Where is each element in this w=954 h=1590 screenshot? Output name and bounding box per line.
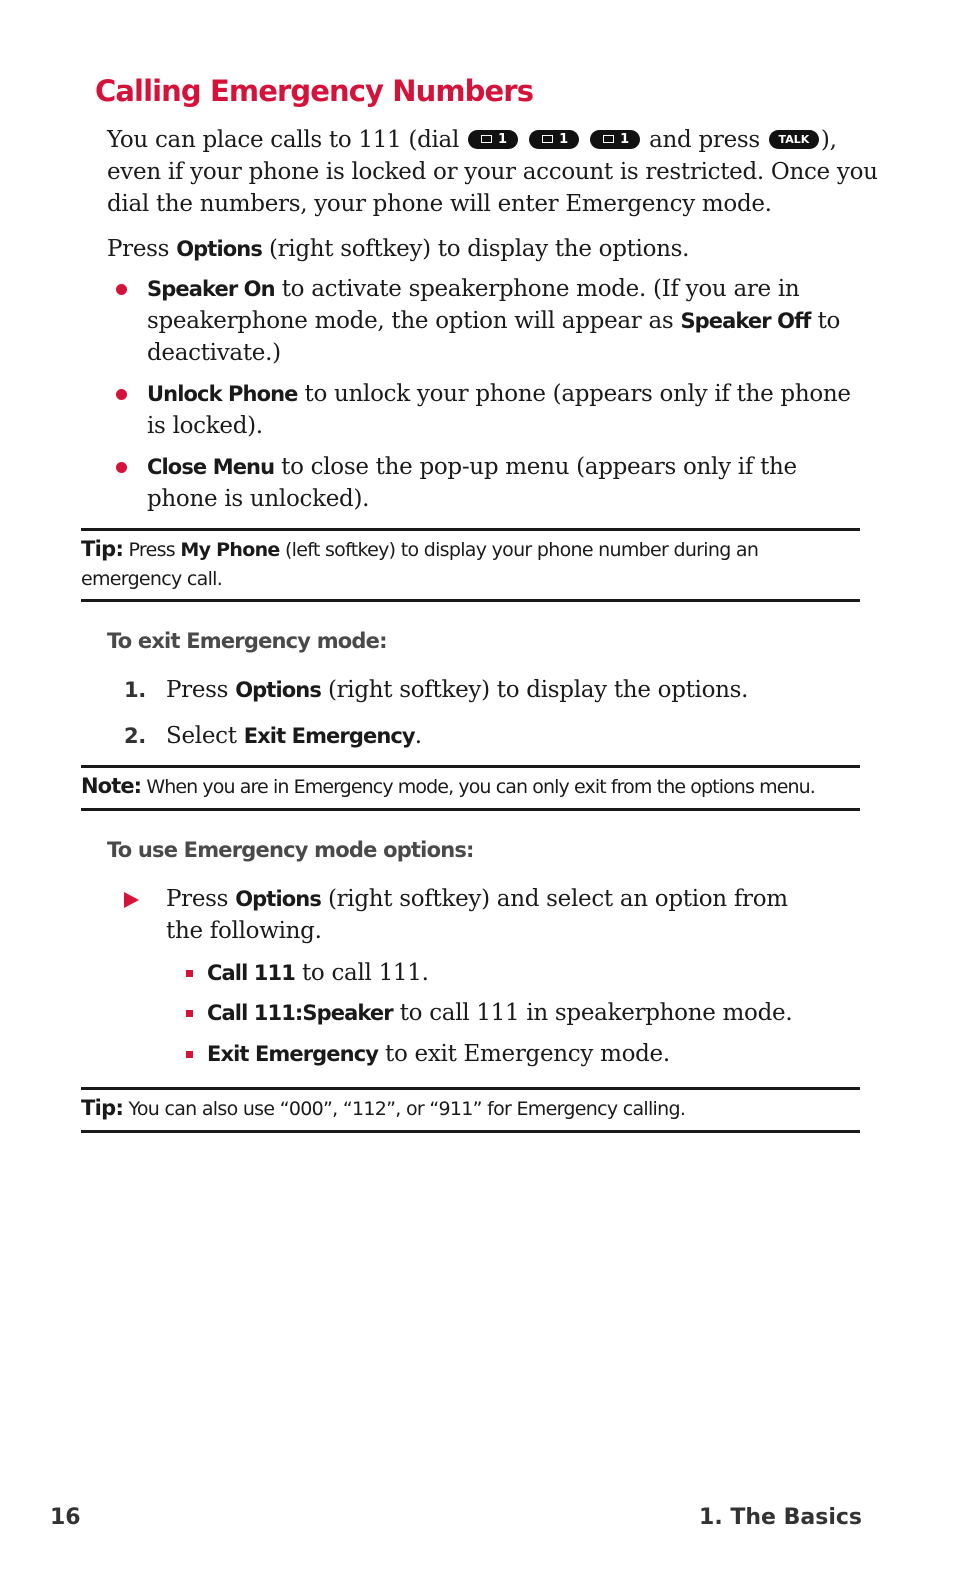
divider xyxy=(81,599,860,602)
square-bullet xyxy=(186,1010,193,1017)
tip-label: Tip: xyxy=(81,1096,124,1120)
note-box: Note: When you are in Emergency mode, you can only exit from the options menu. xyxy=(81,774,815,798)
bullet-text: to deactivate.) xyxy=(147,308,841,366)
divider xyxy=(81,1130,860,1133)
use-emergency-options-heading: To use Emergency mode options: xyxy=(107,838,474,862)
bullet-dot xyxy=(116,462,127,473)
sub-option-exit-emergency: Exit Emergency to exit Emergency mode. xyxy=(186,1038,852,1070)
press-options-pre: Press xyxy=(107,236,170,262)
key-1-icon: 1 xyxy=(590,130,640,149)
step-number: 2. xyxy=(124,724,146,748)
bullet-item-close-menu xyxy=(116,451,852,515)
square-bullet xyxy=(186,1051,193,1058)
sub-option-call-111: Call 111 to call 111. xyxy=(186,957,852,989)
intro-text-after: ), xyxy=(820,127,837,153)
step-number: 1. xyxy=(124,678,146,702)
note-label: Note: xyxy=(81,774,142,798)
close-menu-label: Close Menu xyxy=(147,455,275,479)
bullet-item-unlock-phone xyxy=(116,378,852,442)
arrow-right-icon xyxy=(124,892,139,908)
sub-option-call-111-speaker: Call 111:Speaker to call 111 in speakerphone mode. xyxy=(186,997,852,1029)
section-title: 1. The Basics xyxy=(699,1505,862,1530)
exit-emergency-label: Exit Emergency xyxy=(207,1042,379,1066)
bullet-dot xyxy=(116,389,127,400)
square-bullet xyxy=(186,970,193,977)
speaker-on-label: Speaker On xyxy=(147,277,275,301)
use-options-step: Press Options (right softkey) and select an option from the following. xyxy=(124,883,852,947)
speaker-off-label: Speaker Off xyxy=(680,309,811,333)
step-2: 2. Select Exit Emergency. xyxy=(124,720,852,752)
call-111-speaker-label: Call 111:Speaker xyxy=(207,1001,393,1025)
divider xyxy=(81,528,860,531)
intro-text-middle: and press xyxy=(649,127,760,153)
bullet-text: to unlock your phone (appears only if the phone is locked). xyxy=(147,381,851,439)
unlock-phone-label: Unlock Phone xyxy=(147,382,298,406)
options-softkey-label: Options xyxy=(235,678,321,702)
divider xyxy=(81,808,860,811)
talk-key-icon: TALK xyxy=(769,130,819,149)
press-options-post: (right softkey) to display the options. xyxy=(268,236,690,262)
envelope-icon xyxy=(481,135,492,143)
bullet-item-speaker-on xyxy=(116,273,852,369)
options-softkey-label: Options xyxy=(235,887,321,911)
key-1-icon: 1 xyxy=(468,130,518,149)
divider xyxy=(81,1087,860,1090)
exit-emergency-heading: To exit Emergency mode: xyxy=(107,629,387,653)
intro-paragraph xyxy=(107,124,878,220)
intro-line-2: even if your phone is locked or your account is restricted. Once you xyxy=(107,159,878,185)
intro-line-3: dial the numbers, your phone will enter Emergency mode. xyxy=(107,191,772,217)
bullet-text: to activate speakerphone mode. (If you are in speakerphone mode, the option will appear as xyxy=(147,276,800,334)
options-softkey-label: Options xyxy=(176,237,262,261)
intro-text-before: You can place calls to 111 (dial xyxy=(107,127,460,153)
my-phone-softkey-label: My Phone xyxy=(180,539,280,561)
key-1-icon: 1 xyxy=(529,130,579,149)
divider xyxy=(81,765,860,768)
tip-box: Tip: Press My Phone (left softkey) to display your phone number during an emergency call. xyxy=(81,537,759,590)
call-111-label: Call 111 xyxy=(207,961,295,985)
envelope-icon xyxy=(542,135,553,143)
envelope-icon xyxy=(603,135,614,143)
exit-emergency-label: Exit Emergency xyxy=(243,724,415,748)
bullet-text: to close the pop-up menu (appears only if the phone is unlocked). xyxy=(147,454,797,512)
step-1: 1. Press Options (right softkey) to display the options. xyxy=(124,674,852,706)
press-options-paragraph xyxy=(107,233,852,265)
tip-label: Tip: xyxy=(81,537,124,561)
page-title: Calling Emergency Numbers xyxy=(95,74,534,108)
bullet-dot xyxy=(116,284,127,295)
tip-box: Tip: You can also use “000”, “112”, or “911” for Emergency calling. xyxy=(81,1096,686,1120)
page-number: 16 xyxy=(50,1505,81,1530)
